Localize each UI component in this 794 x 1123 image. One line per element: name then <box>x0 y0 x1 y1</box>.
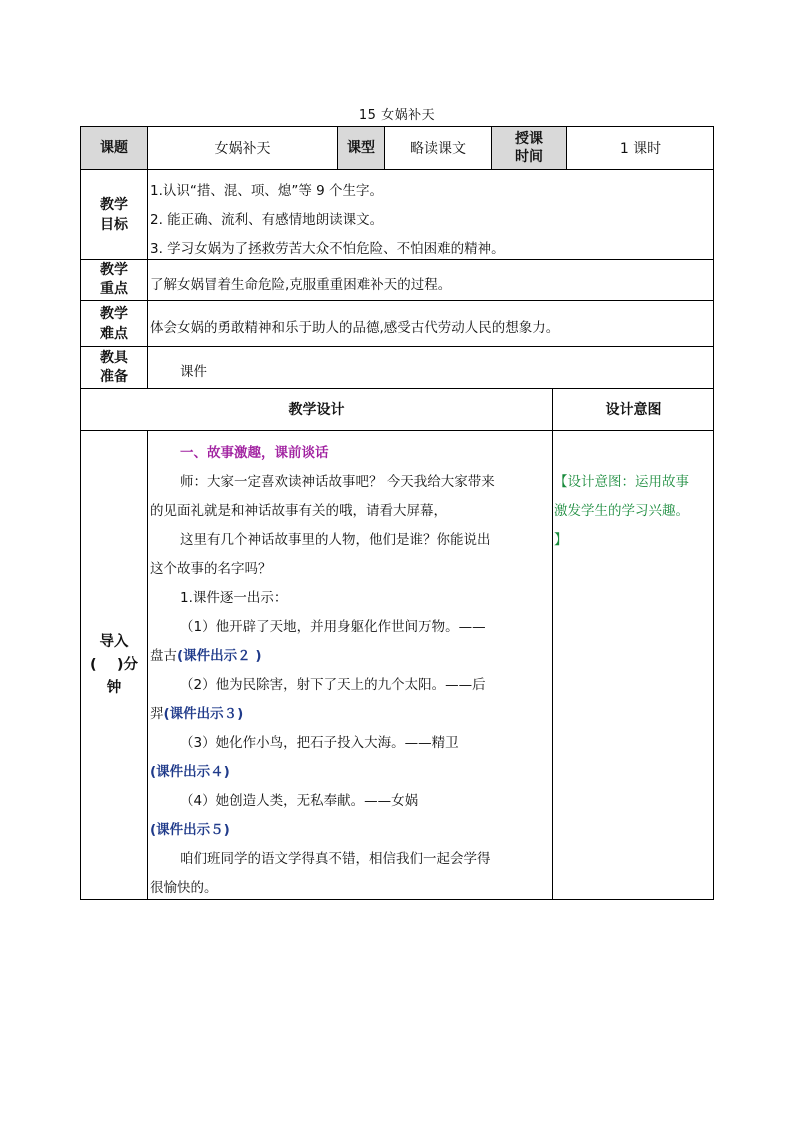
design-line-4: 这个故事的名字吗？ <box>150 561 272 577</box>
section-heading: 一、故事激趣，课前谈话 <box>180 445 329 461</box>
design-line-7 <box>150 644 262 664</box>
goals-label-line-2: 目标 <box>100 216 128 233</box>
time-label <box>491 126 566 169</box>
design-line-10: （3）她化作小鸟，把石子投入大海。——精卫 <box>180 735 459 751</box>
type-value: 略读课文 <box>384 126 491 169</box>
courseware-cue-4: (课件出示４) <box>150 764 230 780</box>
time-value: 1 课时 <box>566 126 714 169</box>
intro-section-label <box>80 430 147 900</box>
table-border-bottom <box>80 899 714 900</box>
page-title: 15 女娲补天 <box>358 108 436 123</box>
difficulties-label-line-2: 难点 <box>100 325 128 342</box>
design-line-9 <box>150 702 243 722</box>
goal-item-3: 3. 学习女娲为了拯救劳苦大众不怕危险、不怕困难的精神。 <box>150 241 505 257</box>
design-line-9-text: 羿 <box>150 706 164 722</box>
intro-label-line-2: ( )分 <box>90 657 138 673</box>
intro-label-line-1: 导入 <box>99 634 129 650</box>
goal-item-1: 1.认识“措、混、项、熄”等 9 个生字。 <box>150 183 384 199</box>
design-line-5: 1.课件逐一出示： <box>180 590 288 606</box>
intro-design-content <box>147 430 552 900</box>
table-border-right <box>713 126 714 900</box>
key-points-label <box>80 259 147 300</box>
goals-label <box>80 169 147 259</box>
courseware-cue-5: (课件出示５) <box>150 822 230 838</box>
design-line-6: （1）他开辟了天地，并用身躯化作世间万物。—— <box>180 619 486 635</box>
time-label-line-1: 授课 <box>515 131 543 147</box>
key-points-content <box>147 259 714 300</box>
intro-intent-content <box>552 430 714 900</box>
goals-label-line-1: 教学 <box>100 196 128 213</box>
materials-label-line-2: 准备 <box>100 368 128 385</box>
goals-content <box>147 169 714 259</box>
intent-line-2: 激发学生的学习兴趣。 <box>554 503 689 519</box>
intro-label-line-3: 钟 <box>106 680 122 696</box>
difficulties-text: 体会女娲的勇敢精神和乐于助人的品德,感受古代劳动人民的想象力。 <box>150 320 560 336</box>
difficulties-label-line-1: 教学 <box>100 305 128 322</box>
goal-item-2: 2. 能正确、流利、有感情地朗读课文。 <box>150 212 384 228</box>
design-line-1: 师：大家一定喜欢读神话故事吧？ 今天我给大家带来 <box>180 474 495 490</box>
design-header-right: 设计意图 <box>552 388 714 430</box>
time-label-line-2: 时间 <box>515 149 543 165</box>
lesson-plan-table <box>80 126 714 900</box>
topic-value: 女娲补天 <box>147 126 337 169</box>
courseware-cue-3: (课件出示３) <box>163 706 244 722</box>
design-header-left: 教学设计 <box>80 388 552 430</box>
type-label: 课型 <box>337 126 384 169</box>
design-line-3: 这里有几个神话故事里的人物，他们是谁？你能说出 <box>180 532 491 548</box>
design-line-13: 很愉快的。 <box>150 880 218 896</box>
intent-line-3: 】 <box>554 532 568 548</box>
design-line-12: 咱们班同学的语文学得真不错，相信我们一起会学得 <box>180 851 491 867</box>
design-line-11: （4）她创造人类，无私奉献。——女娲 <box>180 793 419 809</box>
key-points-text: 了解女娲冒着生命危险,克服重重困难补天的过程。 <box>150 277 452 293</box>
courseware-cue-2: (课件出示２ ) <box>177 648 262 664</box>
key-points-label-line-1: 教学 <box>100 262 128 278</box>
difficulties-label <box>80 300 147 346</box>
materials-text: 课件 <box>180 364 207 380</box>
design-line-8: （2）他为民除害，射下了天上的九个太阳。——后 <box>180 677 486 693</box>
materials-label-line-1: 教具 <box>100 349 128 366</box>
topic-label: 课题 <box>80 126 147 169</box>
materials-label <box>80 346 147 388</box>
key-points-label-line-2: 重点 <box>100 281 128 297</box>
design-line-2: 的见面礼就是和神话故事有关的哦，请看大屏幕， <box>150 503 447 519</box>
difficulties-content <box>147 300 714 346</box>
materials-content <box>147 346 714 388</box>
intent-line-1: 【设计意图：运用故事 <box>554 474 689 490</box>
design-line-7-text: 盘古 <box>150 648 177 664</box>
